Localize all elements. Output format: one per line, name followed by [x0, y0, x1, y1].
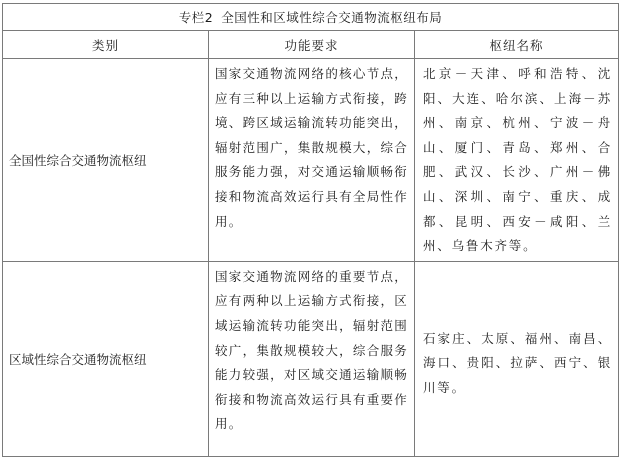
column-header-hubs: 枢纽名称 [415, 31, 619, 59]
column-header-category: 类别 [3, 31, 209, 59]
category-cell: 全国性综合交通物流枢纽 [3, 59, 209, 262]
table-title [3, 4, 619, 31]
table-row [3, 59, 619, 262]
hubs-cell: 石家庄、太原、福州、南昌、海口、贵阳、拉萨、西宁、银川等。 [415, 261, 619, 456]
category-cell: 区域性综合交通物流枢纽 [3, 261, 209, 456]
table-row [3, 261, 619, 456]
table-title-prefix: 专栏2 [178, 10, 214, 25]
table-title-text: 全国性和区域性综合交通物流枢纽布局 [221, 10, 443, 25]
function-cell: 国家交通物流网络的核心节点，应有三种以上运输方式衔接，跨境、跨区域运输流转功能突出，辐射范围广，集散规模大，综合服务能力强，对交通运输顺畅衔接和物流高效运行具有全局性作用。 [209, 59, 415, 262]
function-cell: 国家交通物流网络的重要节点，应有两种以上运输方式衔接，区域运输流转功能突出，辐射范围较广，集散规模较大，综合服务能力较强，对区域交通运输顺畅衔接和物流高效运行具有重要作用。 [209, 261, 415, 456]
table-title-row [3, 4, 619, 31]
column-header-function: 功能要求 [209, 31, 415, 59]
table-header-row [3, 31, 619, 59]
hubs-cell: 北京－天津、呼和浩特、沈阳、大连、哈尔滨、上海－苏州、南京、杭州、宁波－舟山、厦门、青岛、郑州、合肥、武汉、长沙、广州－佛山、深圳、南宁、重庆、成都、昆明、西安－咸阳、兰州、乌鲁木齐等。 [415, 59, 619, 262]
hub-layout-table [2, 3, 619, 457]
